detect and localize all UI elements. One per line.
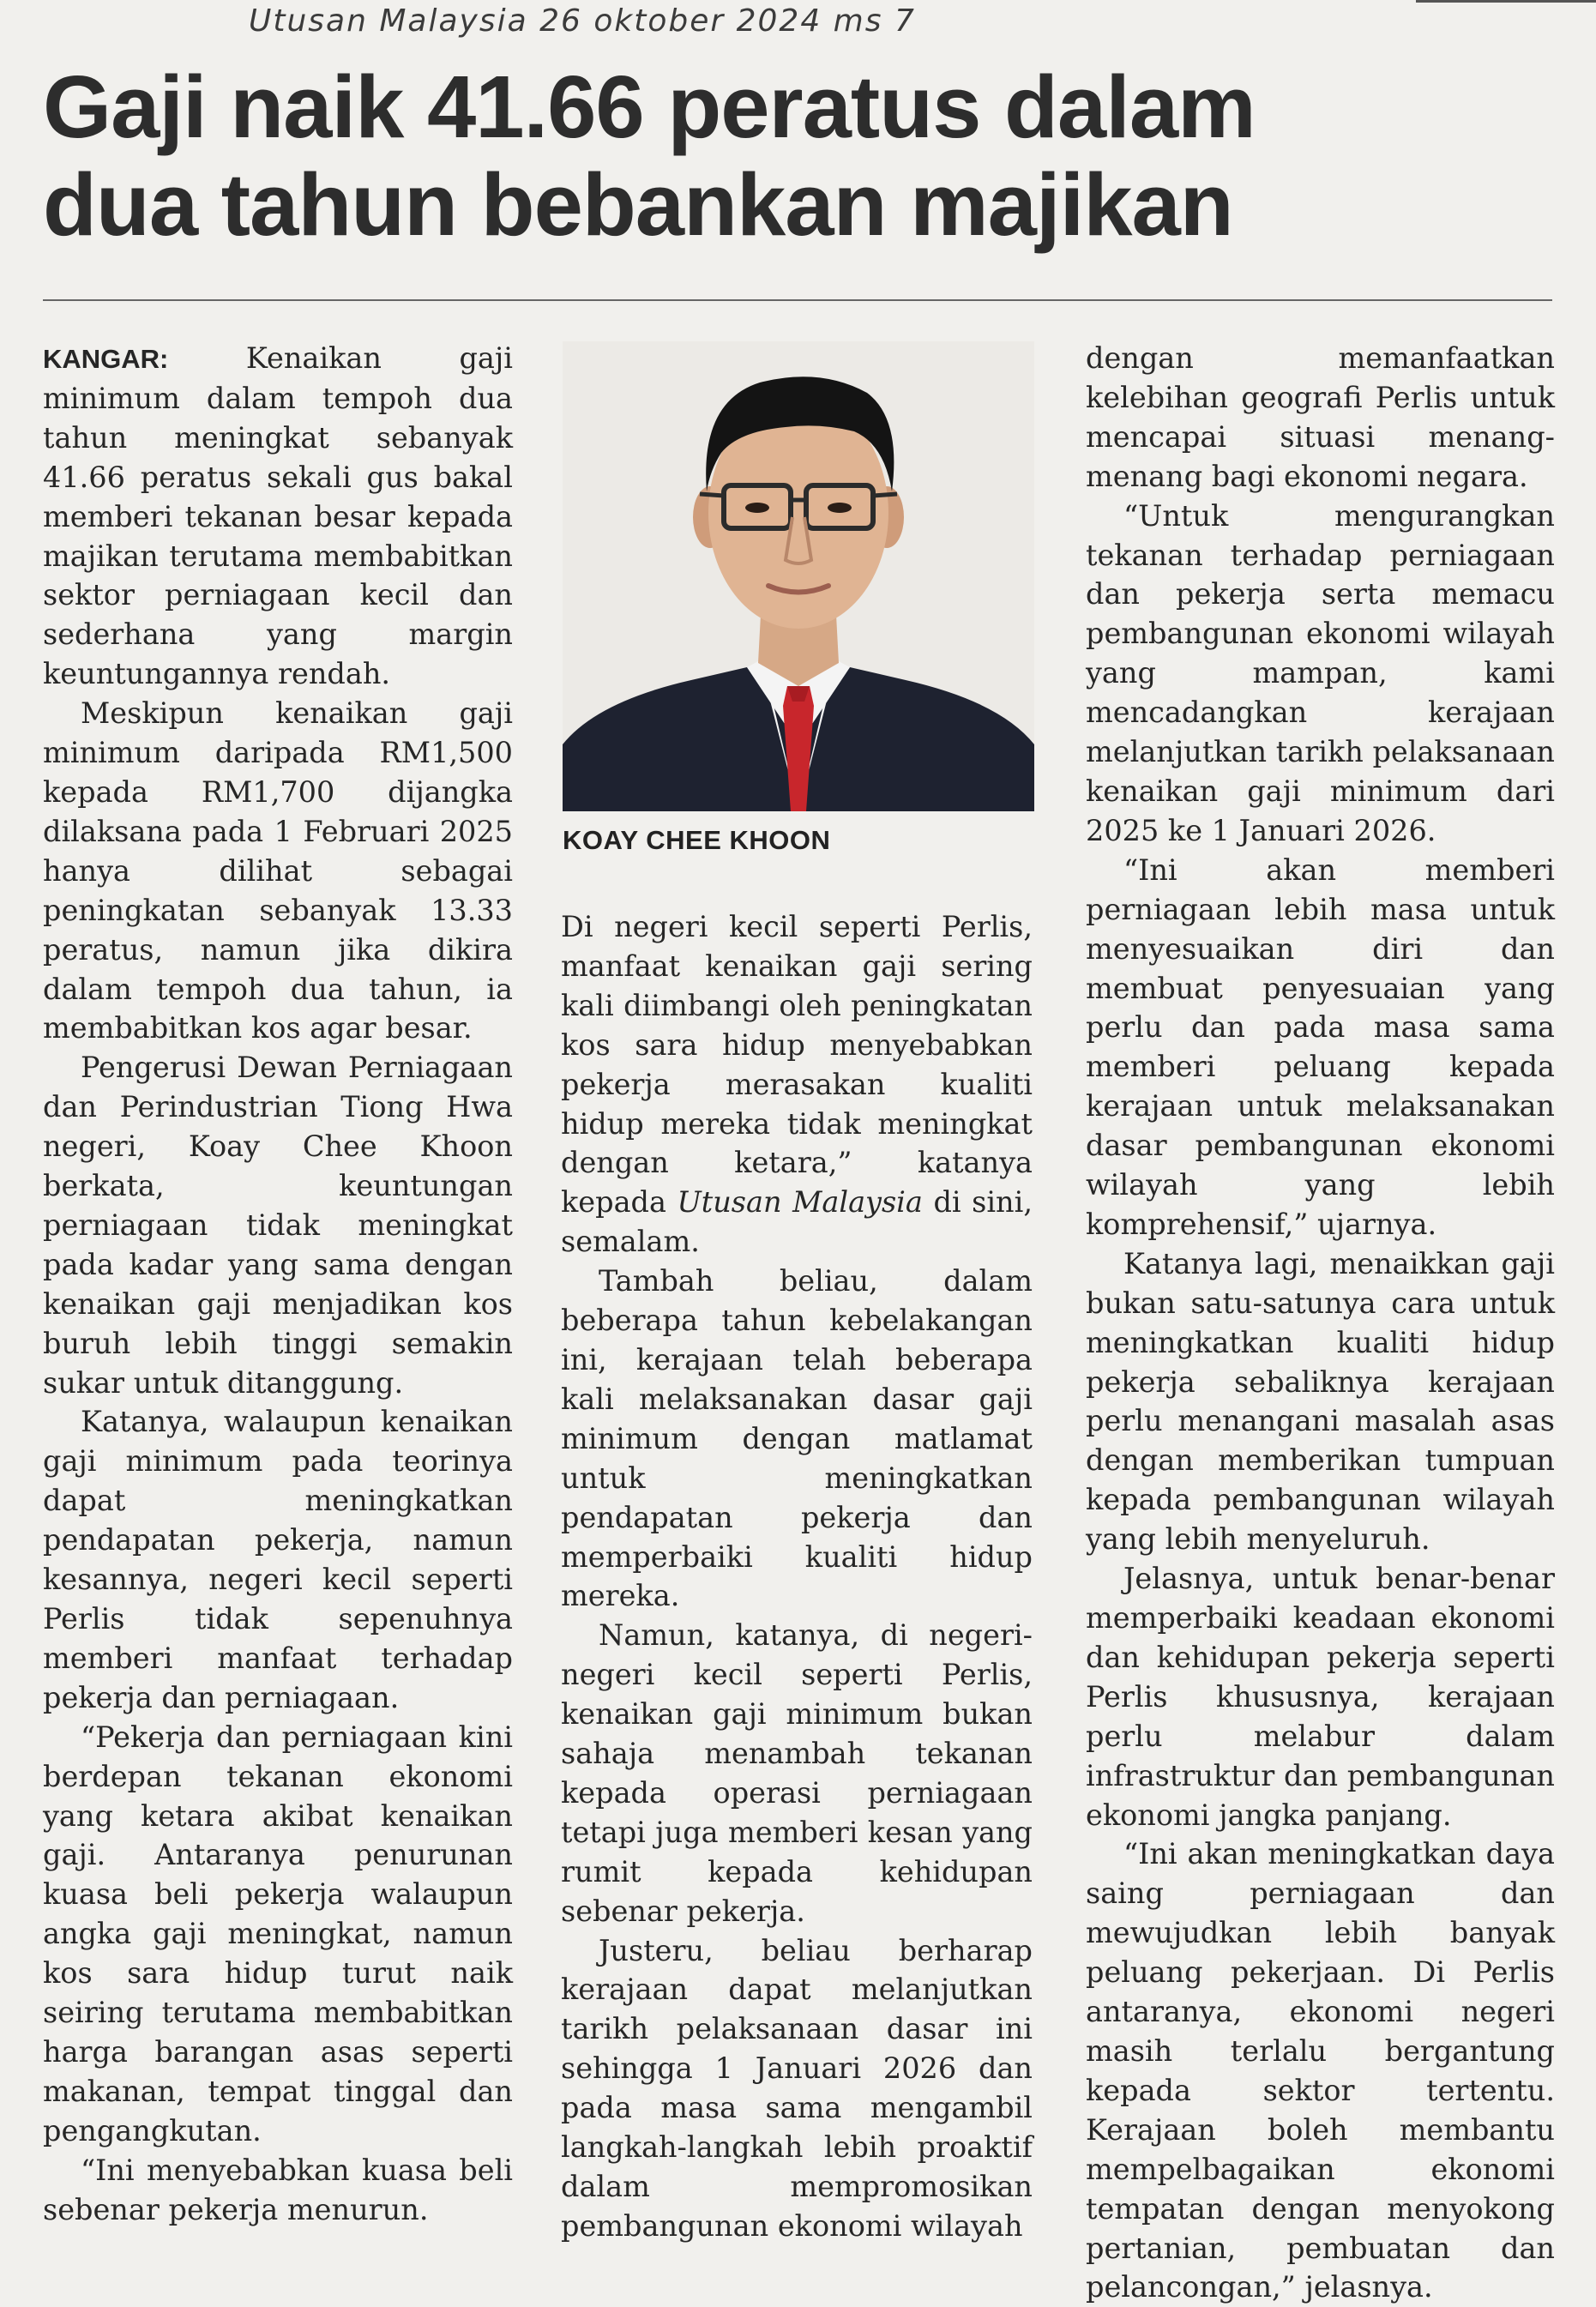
- portrait-illustration: [563, 341, 1034, 811]
- dateline: KANGAR:: [43, 344, 169, 374]
- article-column-3: [1086, 339, 1555, 2307]
- photo-caption: KOAY CHEE KHOON: [563, 825, 831, 855]
- paragraph: “Untuk mengurangkan tekanan terhadap perniagaan dan pekerja serta memacu pembangunan ekonomi wilayah yang mampan, kami mencadangkan kerajaan melanjutkan tarikh pelaksanaan kenaikan gaji minimum dari 2025 ke 1 Januari 2026.: [1086, 498, 1555, 847]
- paragraph: “Ini akan meningkatkan daya saing perniagaan dan mewujudkan lebih banyak peluang pekerjaan. Di Perlis antaranya, ekonomi negeri masih terlalu bergantung kepada sektor tertentu. Kerajaan boleh membantu mempelbagaikan ekonomi tempatan dengan menyokong pertanian, pembuatan dan pelancongan,” jelasnya.: [1086, 1837, 1555, 2304]
- paragraph: [43, 339, 513, 694]
- paragraph: Pengerusi Dewan Perniagaan dan Perindustrian Tiong Hwa negeri, Koay Chee Khoon berkata, keuntungan perniagaan tidak meningkat pada kadar yang sama dengan kenaikan gaji menjadikan kos buruh lebih tinggi semakin sukar untuk ditanggung.: [43, 1051, 513, 1400]
- paragraph: Katanya lagi, menaikkan gaji bukan satu-satunya cara untuk meningkatkan kualiti hidup pekerja sebaliknya kerajaan perlu menangani masalah asas dengan memberikan tumpuan kepada pembangunan wilayah yang lebih menyeluruh.: [1086, 1246, 1555, 1557]
- headline: [43, 58, 1432, 254]
- paragraph: Katanya, walaupun kenaikan gaji minimum pada teorinya dapat meningkatkan pendapatan pekerja, namun kesannya, negeri kecil seperti Perlis tidak sepenuhnya memberi manfaat terhadap pekerja dan perniagaan.: [43, 1405, 513, 1714]
- article-column-1: [43, 339, 513, 2230]
- paragraph-text: di sini, semalam.: [561, 1185, 1033, 1259]
- article-column-2: [561, 907, 1033, 2246]
- paragraph: Jelasnya, untuk benar-benar memperbaiki keadaan ekonomi dan kehidupan pekerja seperti Perlis khususnya, kerajaan perlu melabur dalam infrastruktur dan pembangunan ekonomi jangka panjang.: [1086, 1562, 1555, 1832]
- paragraph: “Pekerja dan perniagaan kini berdepan tekanan ekonomi yang ketara akibat kenaikan gaji. Antaranya penurunan kuasa beli pekerja walaupun angka gaji meningkat, namun kos sara hidup turut naik seiring terutama membabitkan harga barangan asas seperti makanan, tempat tinggal dan pengangkutan.: [43, 1720, 513, 2147]
- paragraph-text: Di negeri kecil seperti Perlis, manfaat kenaikan gaji sering kali diimbangi oleh peningkatan kos sara hidup menyebabkan pekerja merasakan kualiti hidup mereka tidak meningkat dengan ketara,” katanya kepada: [561, 910, 1033, 1220]
- headline-divider: [43, 299, 1552, 301]
- headline-line-2: dua tahun bebankan majikan: [43, 155, 1233, 254]
- paragraph: “Ini menyebabkan kuasa beli sebenar pekerja menurun.: [43, 2153, 513, 2226]
- top-edge-rule: [1416, 0, 1596, 3]
- publication-name: Utusan Malaysia: [677, 1185, 923, 1220]
- paragraph: Tambah beliau, dalam beberapa tahun kebelakangan ini, kerajaan telah beberapa kali melaksanakan dasar gaji minimum dengan matlamat untuk meningkatkan pendapatan pekerja dan memperbaiki kualiti hidup mereka.: [561, 1264, 1033, 1613]
- paragraph: Meskipun kenaikan gaji minimum daripada RM1,500 kepada RM1,700 dijangka dilaksana pada 1 Februari 2025 hanya dilihat sebagai peningkatan sebanyak 13.33 peratus, namun jika dikira dalam tempoh dua tahun, ia membabitkan kos agar besar.: [43, 696, 513, 1045]
- paragraph: dengan memanfaatkan kelebihan geografi Perlis untuk mencapai situasi menang-menang bagi ekonomi negara.: [1086, 341, 1555, 493]
- paragraph: “Ini akan memberi perniagaan lebih masa untuk menyesuaikan diri dan membuat penyesuaian yang perlu dan pada masa sama memberi peluang kepada kerajaan untuk melaksanakan dasar pembangunan ekonomi wilayah yang lebih komprehensif,” ujarnya.: [1086, 852, 1555, 1241]
- paragraph: [561, 907, 1033, 1262]
- headline-line-1: Gaji naik 41.66 peratus dalam: [43, 57, 1256, 156]
- handwritten-source-note: Utusan Malaysia 26 oktober 2024 ms 7: [249, 3, 916, 39]
- paragraph: Justeru, beliau berharap kerajaan dapat melanjutkan tarikh pelaksanaan dasar ini sehingga 1 Januari 2026 dan pada masa sama mengambil langkah-langkah lebih proaktif dalam mempromosikan pembangunan ekonomi wilayah: [561, 1933, 1033, 2243]
- paragraph-text: Kenaikan gaji minimum dalam tempoh dua tahun meningkat sebanyak 41.66 peratus sekali gus bakal memberi tekanan besar kepada majikan terutama membabitkan sektor perniagaan kecil dan sederhana yang margin keuntungannya rendah.: [43, 341, 514, 691]
- paragraph: Namun, katanya, di negeri-negeri kecil seperti Perlis, kenaikan gaji minimum bukan sahaja menambah tekanan kepada operasi perniagaan tetapi juga memberi kesan yang rumit kepada kehidupan sebenar pekerja.: [561, 1618, 1033, 1928]
- portrait-photo: [563, 341, 1034, 811]
